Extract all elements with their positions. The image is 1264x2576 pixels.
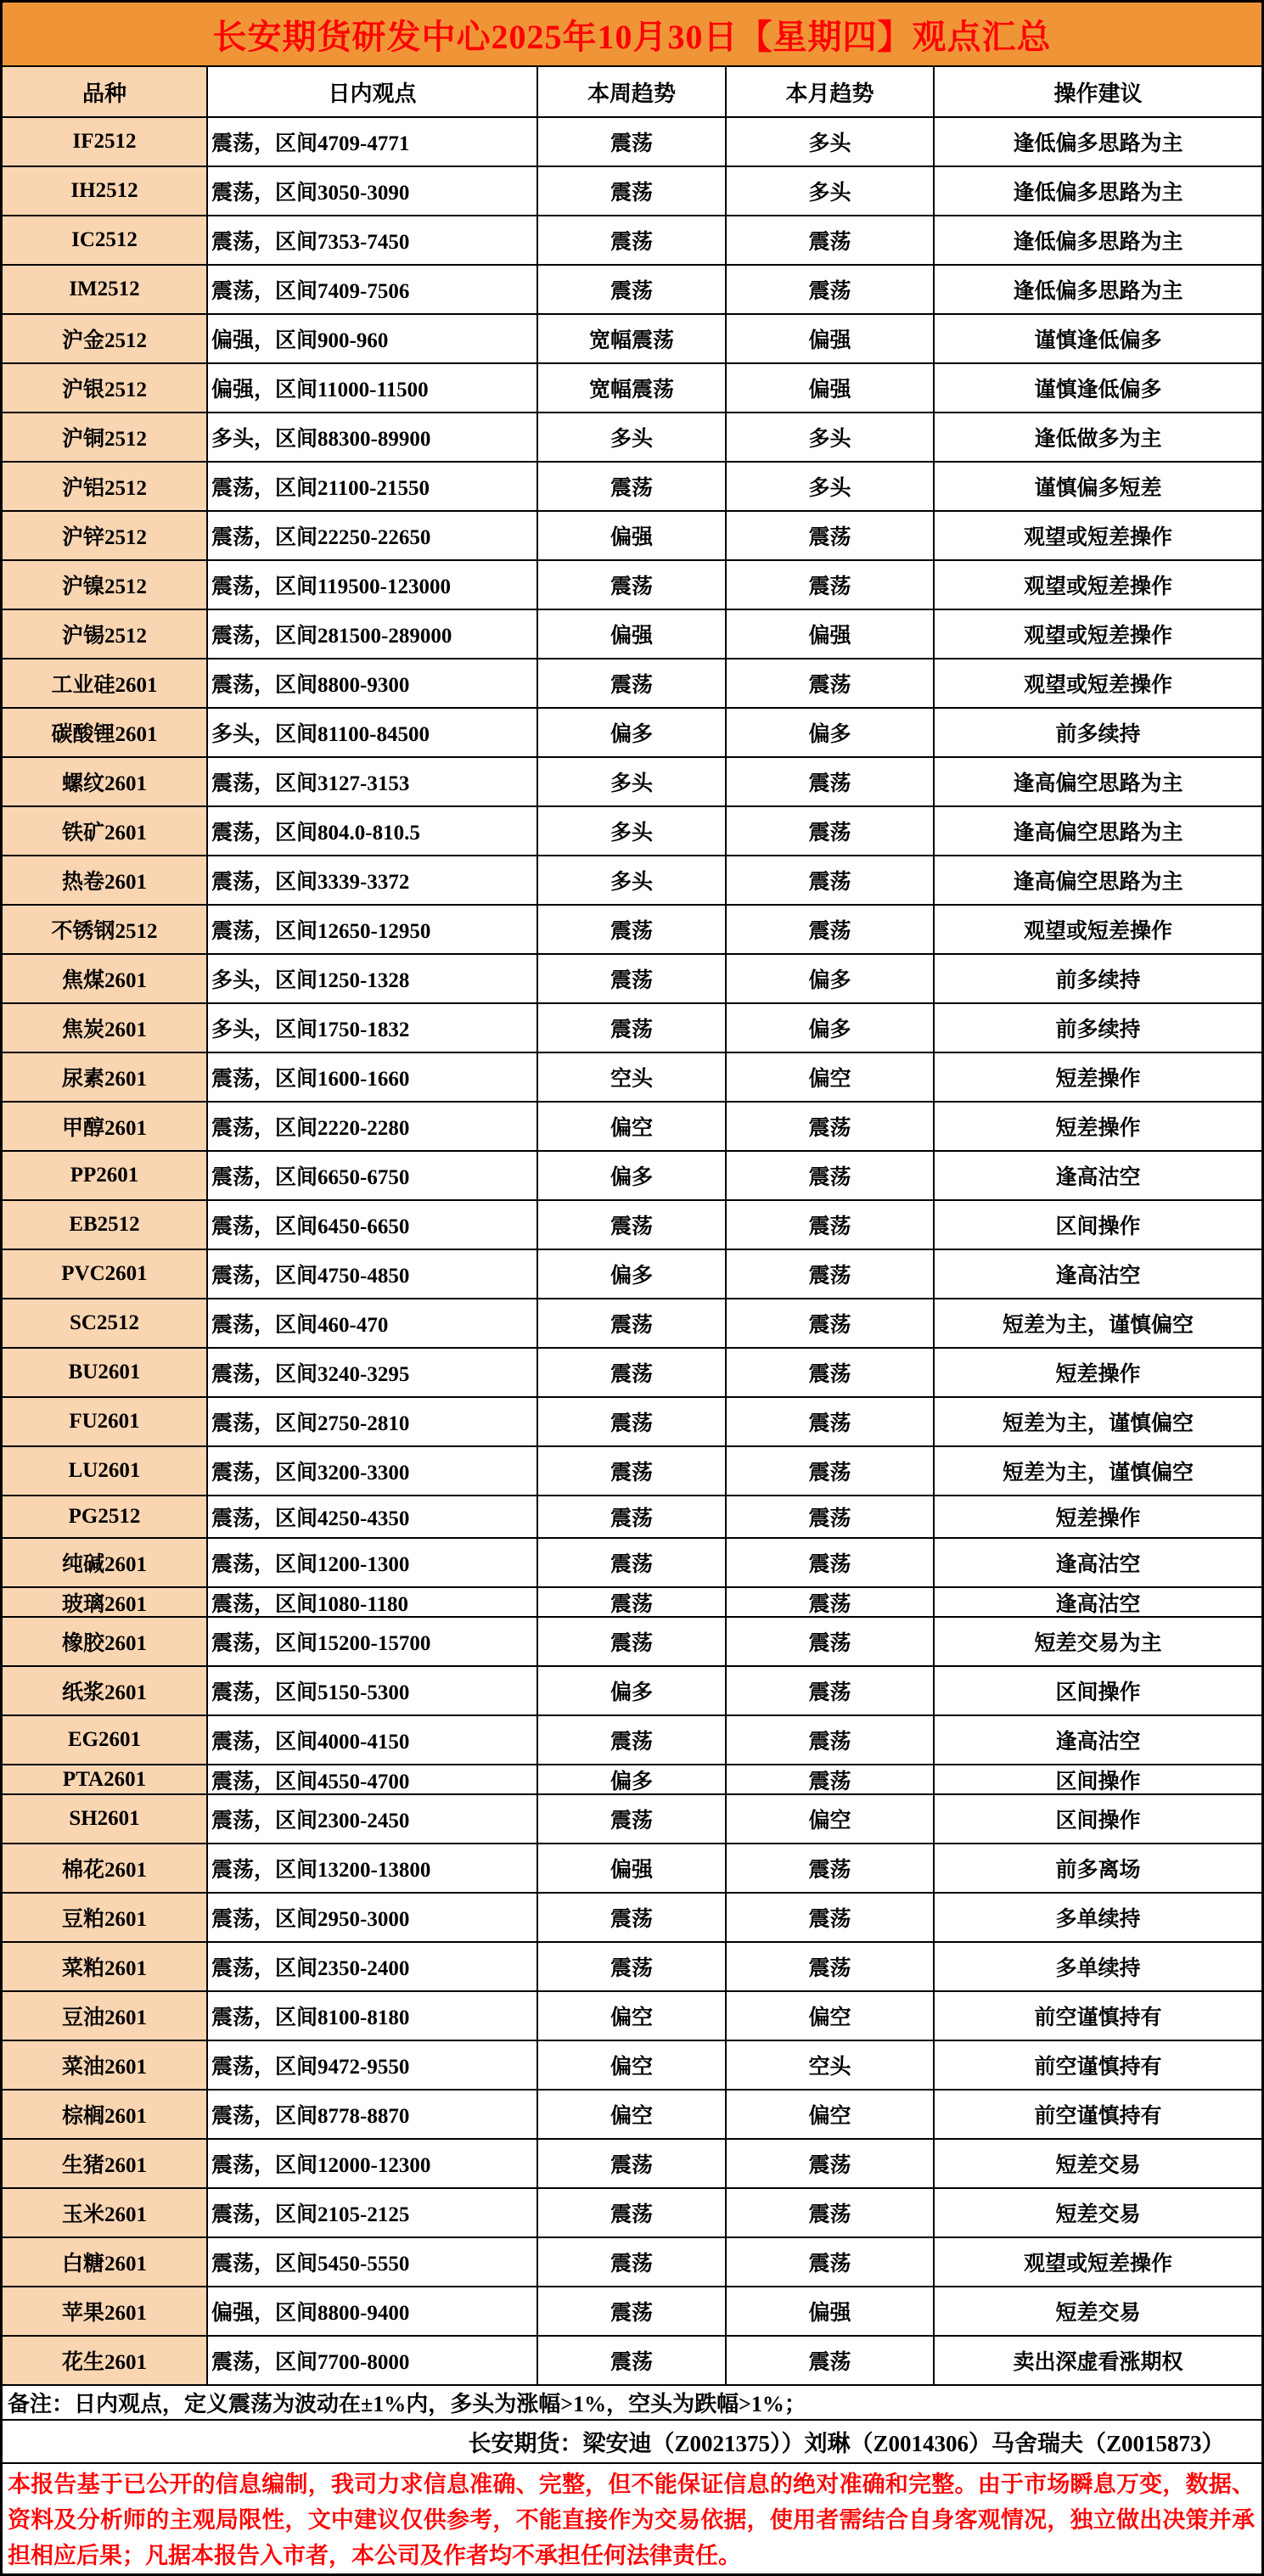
week-trend-cell: 空头 xyxy=(538,1053,727,1103)
variety-cell: 沪镍2512 xyxy=(3,561,208,610)
analysts-signature: 长安期货：梁安迪（Z0021375））刘琳（Z0014306）马舍瑞夫（Z0015873） xyxy=(3,2421,1261,2464)
week-trend-cell: 震荡 xyxy=(538,216,727,266)
month-trend-cell: 震荡 xyxy=(727,216,935,266)
table-row xyxy=(3,955,1261,1004)
advice-cell: 逢低偏多思路为主 xyxy=(935,167,1261,216)
intraday-view-cell: 震荡，区间22250-22650 xyxy=(208,512,538,561)
variety-cell: 甲醇2601 xyxy=(3,1103,208,1152)
intraday-view-cell: 震荡，区间7700-8000 xyxy=(208,2337,538,2386)
intraday-view-cell: 震荡，区间7353-7450 xyxy=(208,216,538,266)
intraday-view-cell: 震荡，区间8778-8870 xyxy=(208,2091,538,2140)
week-trend-cell: 宽幅震荡 xyxy=(538,364,727,413)
advice-cell: 短差操作 xyxy=(935,1349,1261,1398)
table-row xyxy=(3,1795,1261,1844)
advice-cell: 短差交易 xyxy=(935,2140,1261,2189)
advice-cell: 卖出深虚看涨期权 xyxy=(935,2337,1261,2386)
table-row xyxy=(3,1250,1261,1299)
table-row xyxy=(3,266,1261,315)
month-trend-cell: 震荡 xyxy=(727,1299,935,1349)
advice-cell: 短差操作 xyxy=(935,1053,1261,1103)
month-trend-cell: 偏空 xyxy=(727,1053,935,1103)
month-trend-cell: 震荡 xyxy=(727,2189,935,2238)
month-trend-cell: 震荡 xyxy=(727,1496,935,1539)
table-row xyxy=(3,2337,1261,2386)
advice-cell: 逢高沽空 xyxy=(935,1539,1261,1588)
variety-cell: 工业硅2601 xyxy=(3,659,208,709)
table-row xyxy=(3,1398,1261,1447)
variety-cell: 玉米2601 xyxy=(3,2189,208,2238)
week-trend-cell: 震荡 xyxy=(538,2140,727,2189)
advice-cell: 观望或短差操作 xyxy=(935,659,1261,709)
intraday-view-cell: 震荡，区间804.0-810.5 xyxy=(208,807,538,856)
month-trend-cell: 偏强 xyxy=(727,2287,935,2337)
variety-cell: 苹果2601 xyxy=(3,2287,208,2337)
table-row xyxy=(3,512,1261,561)
variety-cell: PVC2601 xyxy=(3,1250,208,1299)
column-header-week-trend: 本周趋势 xyxy=(538,67,727,118)
table-row xyxy=(3,1588,1261,1618)
table-row xyxy=(3,1894,1261,1943)
table-row xyxy=(3,167,1261,216)
column-header-variety: 品种 xyxy=(3,67,208,118)
month-trend-cell: 震荡 xyxy=(727,1765,935,1795)
advice-cell: 前空谨慎持有 xyxy=(935,2091,1261,2140)
table-row xyxy=(3,1716,1261,1765)
variety-cell: 生猪2601 xyxy=(3,2140,208,2189)
table-row xyxy=(3,2287,1261,2337)
advice-cell: 区间操作 xyxy=(935,1765,1261,1795)
intraday-view-cell: 震荡，区间2220-2280 xyxy=(208,1103,538,1152)
variety-cell: 豆油2601 xyxy=(3,1992,208,2041)
week-trend-cell: 震荡 xyxy=(538,1201,727,1250)
intraday-view-cell: 震荡，区间3339-3372 xyxy=(208,856,538,906)
intraday-view-cell: 震荡，区间4750-4850 xyxy=(208,1250,538,1299)
month-trend-cell: 震荡 xyxy=(727,1103,935,1152)
week-trend-cell: 偏多 xyxy=(538,1765,727,1795)
week-trend-cell: 震荡 xyxy=(538,1496,727,1539)
intraday-view-cell: 震荡，区间6450-6650 xyxy=(208,1201,538,1250)
week-trend-cell: 震荡 xyxy=(538,1539,727,1588)
variety-cell: 橡胶2601 xyxy=(3,1618,208,1667)
variety-cell: 沪铜2512 xyxy=(3,413,208,463)
table-row xyxy=(3,413,1261,463)
week-trend-cell: 震荡 xyxy=(538,1795,727,1844)
variety-cell: IC2512 xyxy=(3,216,208,266)
month-trend-cell: 偏多 xyxy=(727,709,935,758)
advice-cell: 多单续持 xyxy=(935,1894,1261,1943)
variety-cell: 花生2601 xyxy=(3,2337,208,2386)
advice-cell: 短差交易 xyxy=(935,2189,1261,2238)
week-trend-cell: 震荡 xyxy=(538,2238,727,2287)
intraday-view-cell: 多头，区间88300-89900 xyxy=(208,413,538,463)
intraday-view-cell: 震荡，区间8100-8180 xyxy=(208,1992,538,2041)
variety-cell: 沪锡2512 xyxy=(3,610,208,659)
variety-cell: IM2512 xyxy=(3,266,208,315)
intraday-view-cell: 震荡，区间1200-1300 xyxy=(208,1539,538,1588)
variety-cell: 菜油2601 xyxy=(3,2041,208,2091)
week-trend-cell: 震荡 xyxy=(538,167,727,216)
intraday-view-cell: 震荡，区间6650-6750 xyxy=(208,1152,538,1201)
table-row xyxy=(3,758,1261,807)
month-trend-cell: 震荡 xyxy=(727,1588,935,1618)
week-trend-cell: 震荡 xyxy=(538,1398,727,1447)
table-row xyxy=(3,315,1261,364)
month-trend-cell: 震荡 xyxy=(727,2337,935,2386)
week-trend-cell: 震荡 xyxy=(538,463,727,512)
intraday-view-cell: 震荡，区间7409-7506 xyxy=(208,266,538,315)
intraday-view-cell: 震荡，区间460-470 xyxy=(208,1299,538,1349)
variety-cell: 焦炭2601 xyxy=(3,1004,208,1053)
variety-cell: 棉花2601 xyxy=(3,1844,208,1894)
week-trend-cell: 偏空 xyxy=(538,1103,727,1152)
week-trend-cell: 震荡 xyxy=(538,955,727,1004)
intraday-view-cell: 震荡，区间3240-3295 xyxy=(208,1349,538,1398)
month-trend-cell: 震荡 xyxy=(727,807,935,856)
advice-cell: 逢低偏多思路为主 xyxy=(935,266,1261,315)
note-row: 备注：日内观点，定义震荡为波动在±1%内，多头为涨幅>1%，空头为跌幅>1%； xyxy=(3,2386,1261,2421)
advice-cell: 前多续持 xyxy=(935,709,1261,758)
column-header-advice: 操作建议 xyxy=(935,67,1261,118)
table-row xyxy=(3,906,1261,955)
variety-cell: 螺纹2601 xyxy=(3,758,208,807)
table-row xyxy=(3,2041,1261,2091)
advice-cell: 观望或短差操作 xyxy=(935,906,1261,955)
intraday-view-cell: 震荡，区间12650-12950 xyxy=(208,906,538,955)
month-trend-cell: 震荡 xyxy=(727,758,935,807)
month-trend-cell: 震荡 xyxy=(727,1716,935,1765)
month-trend-cell: 偏强 xyxy=(727,315,935,364)
table-row xyxy=(3,2140,1261,2189)
variety-cell: LU2601 xyxy=(3,1447,208,1496)
table-row xyxy=(3,1201,1261,1250)
intraday-view-cell: 震荡，区间4000-4150 xyxy=(208,1716,538,1765)
advice-cell: 短差交易 xyxy=(935,2287,1261,2337)
week-trend-cell: 偏强 xyxy=(538,512,727,561)
advice-cell: 短差为主，谨慎偏空 xyxy=(935,1299,1261,1349)
intraday-view-cell: 震荡，区间281500-289000 xyxy=(208,610,538,659)
week-trend-cell: 偏多 xyxy=(538,1152,727,1201)
month-trend-cell: 多头 xyxy=(727,413,935,463)
intraday-view-cell: 震荡，区间4709-4771 xyxy=(208,118,538,167)
month-trend-cell: 震荡 xyxy=(727,561,935,610)
table-row xyxy=(3,1765,1261,1795)
week-trend-cell: 震荡 xyxy=(538,1447,727,1496)
intraday-view-cell: 震荡，区间13200-13800 xyxy=(208,1844,538,1894)
week-trend-cell: 震荡 xyxy=(538,561,727,610)
table-row xyxy=(3,118,1261,167)
advice-cell: 区间操作 xyxy=(935,1795,1261,1844)
intraday-view-cell: 震荡，区间1080-1180 xyxy=(208,1588,538,1618)
week-trend-cell: 偏多 xyxy=(538,1250,727,1299)
month-trend-cell: 震荡 xyxy=(727,1447,935,1496)
advice-cell: 逢高偏空思路为主 xyxy=(935,856,1261,906)
variety-cell: PP2601 xyxy=(3,1152,208,1201)
advice-cell: 短差为主，谨慎偏空 xyxy=(935,1398,1261,1447)
month-trend-cell: 震荡 xyxy=(727,1201,935,1250)
advice-cell: 区间操作 xyxy=(935,1667,1261,1716)
advice-cell: 逢高沽空 xyxy=(935,1588,1261,1618)
table-row xyxy=(3,807,1261,856)
table-row xyxy=(3,856,1261,906)
advice-cell: 逢高沽空 xyxy=(935,1250,1261,1299)
table-row xyxy=(3,659,1261,709)
variety-cell: SH2601 xyxy=(3,1795,208,1844)
month-trend-cell: 震荡 xyxy=(727,512,935,561)
table-row xyxy=(3,561,1261,610)
month-trend-cell: 震荡 xyxy=(727,266,935,315)
week-trend-cell: 震荡 xyxy=(538,2337,727,2386)
intraday-view-cell: 多头，区间1750-1832 xyxy=(208,1004,538,1053)
variety-cell: EB2512 xyxy=(3,1201,208,1250)
variety-cell: SC2512 xyxy=(3,1299,208,1349)
intraday-view-cell: 震荡，区间12000-12300 xyxy=(208,2140,538,2189)
month-trend-cell: 偏多 xyxy=(727,955,935,1004)
month-trend-cell: 偏强 xyxy=(727,364,935,413)
table-row xyxy=(3,1053,1261,1103)
intraday-view-cell: 震荡，区间2350-2400 xyxy=(208,1943,538,1992)
month-trend-cell: 震荡 xyxy=(727,1667,935,1716)
advice-cell: 短差操作 xyxy=(935,1496,1261,1539)
month-trend-cell: 多头 xyxy=(727,463,935,512)
week-trend-cell: 偏空 xyxy=(538,1992,727,2041)
table-row xyxy=(3,216,1261,266)
variety-cell: BU2601 xyxy=(3,1349,208,1398)
month-trend-cell: 多头 xyxy=(727,167,935,216)
advice-cell: 短差为主，谨慎偏空 xyxy=(935,1447,1261,1496)
week-trend-cell: 偏多 xyxy=(538,709,727,758)
month-trend-cell: 震荡 xyxy=(727,1943,935,1992)
column-header-intraday-view: 日内观点 xyxy=(208,67,538,118)
week-trend-cell: 偏强 xyxy=(538,1844,727,1894)
table-row xyxy=(3,2091,1261,2140)
variety-cell: 沪铝2512 xyxy=(3,463,208,512)
advice-cell: 前空谨慎持有 xyxy=(935,2041,1261,2091)
table-row xyxy=(3,1004,1261,1053)
month-trend-cell: 震荡 xyxy=(727,1539,935,1588)
variety-cell: EG2601 xyxy=(3,1716,208,1765)
variety-cell: 铁矿2601 xyxy=(3,807,208,856)
table-row xyxy=(3,709,1261,758)
variety-cell: FU2601 xyxy=(3,1398,208,1447)
advice-cell: 短差操作 xyxy=(935,1103,1261,1152)
intraday-view-cell: 多头，区间1250-1328 xyxy=(208,955,538,1004)
advice-cell: 前多续持 xyxy=(935,1004,1261,1053)
variety-cell: 不锈钢2512 xyxy=(3,906,208,955)
advice-cell: 逢高偏空思路为主 xyxy=(935,807,1261,856)
advice-cell: 观望或短差操作 xyxy=(935,610,1261,659)
intraday-view-cell: 震荡，区间2750-2810 xyxy=(208,1398,538,1447)
intraday-view-cell: 多头，区间81100-84500 xyxy=(208,709,538,758)
variety-cell: 尿素2601 xyxy=(3,1053,208,1103)
month-trend-cell: 偏多 xyxy=(727,1004,935,1053)
week-trend-cell: 震荡 xyxy=(538,1943,727,1992)
table-row xyxy=(3,1943,1261,1992)
table-row xyxy=(3,364,1261,413)
week-trend-cell: 震荡 xyxy=(538,1349,727,1398)
month-trend-cell: 偏强 xyxy=(727,610,935,659)
table-row xyxy=(3,610,1261,659)
table-row xyxy=(3,2189,1261,2238)
week-trend-cell: 震荡 xyxy=(538,1004,727,1053)
week-trend-cell: 多头 xyxy=(538,758,727,807)
month-trend-cell: 偏空 xyxy=(727,1992,935,2041)
intraday-view-cell: 震荡，区间8800-9300 xyxy=(208,659,538,709)
week-trend-cell: 震荡 xyxy=(538,659,727,709)
variety-cell: 沪锌2512 xyxy=(3,512,208,561)
week-trend-cell: 震荡 xyxy=(538,906,727,955)
week-trend-cell: 震荡 xyxy=(538,266,727,315)
advice-cell: 区间操作 xyxy=(935,1201,1261,1250)
table-row xyxy=(3,1539,1261,1588)
advice-cell: 逢高偏空思路为主 xyxy=(935,758,1261,807)
variety-cell: 棕榈2601 xyxy=(3,2091,208,2140)
column-header-month-trend: 本月趋势 xyxy=(727,67,935,118)
variety-cell: 菜粕2601 xyxy=(3,1943,208,1992)
table-row xyxy=(3,1447,1261,1496)
intraday-view-cell: 震荡，区间2300-2450 xyxy=(208,1795,538,1844)
variety-cell: 碳酸锂2601 xyxy=(3,709,208,758)
variety-cell: PTA2601 xyxy=(3,1765,208,1795)
month-trend-cell: 震荡 xyxy=(727,1844,935,1894)
month-trend-cell: 震荡 xyxy=(727,659,935,709)
table-header-row xyxy=(3,67,1261,118)
intraday-view-cell: 偏强，区间900-960 xyxy=(208,315,538,364)
table-row xyxy=(3,1349,1261,1398)
month-trend-cell: 震荡 xyxy=(727,1894,935,1943)
advice-cell: 逢低做多为主 xyxy=(935,413,1261,463)
advice-cell: 多单续持 xyxy=(935,1943,1261,1992)
week-trend-cell: 偏多 xyxy=(538,1667,727,1716)
variety-cell: 热卷2601 xyxy=(3,856,208,906)
month-trend-cell: 震荡 xyxy=(727,2238,935,2287)
month-trend-cell: 震荡 xyxy=(727,1398,935,1447)
intraday-view-cell: 震荡，区间5150-5300 xyxy=(208,1667,538,1716)
week-trend-cell: 多头 xyxy=(538,807,727,856)
report-title: 长安期货研发中心2025年10月30日【星期四】观点汇总 xyxy=(3,3,1261,67)
variety-cell: 玻璃2601 xyxy=(3,1588,208,1618)
variety-cell: 焦煤2601 xyxy=(3,955,208,1004)
variety-cell: IF2512 xyxy=(3,118,208,167)
advice-cell: 观望或短差操作 xyxy=(935,512,1261,561)
advice-cell: 前多续持 xyxy=(935,955,1261,1004)
table-row xyxy=(3,1152,1261,1201)
advice-cell: 逢高沽空 xyxy=(935,1716,1261,1765)
advice-cell: 逢低偏多思路为主 xyxy=(935,216,1261,266)
month-trend-cell: 偏空 xyxy=(727,2091,935,2140)
table-row xyxy=(3,1103,1261,1152)
month-trend-cell: 震荡 xyxy=(727,906,935,955)
week-trend-cell: 多头 xyxy=(538,413,727,463)
week-trend-cell: 震荡 xyxy=(538,2287,727,2337)
intraday-view-cell: 震荡，区间119500-123000 xyxy=(208,561,538,610)
week-trend-cell: 震荡 xyxy=(538,118,727,167)
month-trend-cell: 震荡 xyxy=(727,1250,935,1299)
week-trend-cell: 偏强 xyxy=(538,610,727,659)
table-row xyxy=(3,2238,1261,2287)
week-trend-cell: 偏空 xyxy=(538,2041,727,2091)
advice-cell: 观望或短差操作 xyxy=(935,561,1261,610)
week-trend-cell: 震荡 xyxy=(538,1618,727,1667)
table-row xyxy=(3,463,1261,512)
variety-cell: 纯碱2601 xyxy=(3,1539,208,1588)
intraday-view-cell: 震荡，区间1600-1660 xyxy=(208,1053,538,1103)
intraday-view-cell: 震荡，区间3050-3090 xyxy=(208,167,538,216)
variety-cell: 白糖2601 xyxy=(3,2238,208,2287)
variety-cell: 豆粕2601 xyxy=(3,1894,208,1943)
table-row xyxy=(3,1992,1261,2041)
advice-cell: 逢高沽空 xyxy=(935,1152,1261,1201)
month-trend-cell: 偏空 xyxy=(727,1795,935,1844)
month-trend-cell: 多头 xyxy=(727,118,935,167)
week-trend-cell: 震荡 xyxy=(538,1588,727,1618)
intraday-view-cell: 偏强，区间8800-9400 xyxy=(208,2287,538,2337)
table-row xyxy=(3,1844,1261,1894)
intraday-view-cell: 震荡，区间3200-3300 xyxy=(208,1447,538,1496)
intraday-view-cell: 震荡，区间4550-4700 xyxy=(208,1765,538,1795)
month-trend-cell: 震荡 xyxy=(727,856,935,906)
intraday-view-cell: 震荡，区间5450-5550 xyxy=(208,2238,538,2287)
week-trend-cell: 震荡 xyxy=(538,2189,727,2238)
variety-cell: 沪金2512 xyxy=(3,315,208,364)
week-trend-cell: 宽幅震荡 xyxy=(538,315,727,364)
table-row xyxy=(3,1299,1261,1349)
month-trend-cell: 空头 xyxy=(727,2041,935,2091)
week-trend-cell: 多头 xyxy=(538,856,727,906)
table-row xyxy=(3,1667,1261,1716)
variety-cell: PG2512 xyxy=(3,1496,208,1539)
advice-cell: 谨慎逢低偏多 xyxy=(935,315,1261,364)
variety-cell: 沪银2512 xyxy=(3,364,208,413)
intraday-view-cell: 震荡，区间21100-21550 xyxy=(208,463,538,512)
intraday-view-cell: 震荡，区间15200-15700 xyxy=(208,1618,538,1667)
disclaimer-text: 本报告基于已公开的信息编制，我司力求信息准确、完整，但不能保证信息的绝对准确和完整。由于市场瞬息万变，数据、资料及分析师的主观局限性，文中建议仅供参考，不能直接作为交易依据，使用者需结合自身客观情况，独立做出决策并承担相应后果；凡据本报告入市者，本公司及作者均不承担任何法律责任。 xyxy=(8,2472,1255,2568)
week-trend-cell: 震荡 xyxy=(538,1299,727,1349)
advice-cell: 短差交易为主 xyxy=(935,1618,1261,1667)
variety-cell: 纸浆2601 xyxy=(3,1667,208,1716)
variety-cell: IH2512 xyxy=(3,167,208,216)
table-row xyxy=(3,1496,1261,1539)
intraday-view-cell: 震荡，区间3127-3153 xyxy=(208,758,538,807)
intraday-view-cell: 震荡，区间2950-3000 xyxy=(208,1894,538,1943)
month-trend-cell: 震荡 xyxy=(727,1152,935,1201)
advice-cell: 谨慎逢低偏多 xyxy=(935,364,1261,413)
intraday-view-cell: 震荡，区间4250-4350 xyxy=(208,1496,538,1539)
month-trend-cell: 震荡 xyxy=(727,1349,935,1398)
table-row xyxy=(3,1618,1261,1667)
intraday-view-cell: 震荡，区间2105-2125 xyxy=(208,2189,538,2238)
month-trend-cell: 震荡 xyxy=(727,1618,935,1667)
advice-cell: 前多离场 xyxy=(935,1844,1261,1894)
intraday-view-cell: 震荡，区间9472-9550 xyxy=(208,2041,538,2091)
advice-cell: 前空谨慎持有 xyxy=(935,1992,1261,2041)
week-trend-cell: 偏空 xyxy=(538,2091,727,2140)
intraday-view-cell: 偏强，区间11000-11500 xyxy=(208,364,538,413)
advice-cell: 谨慎偏多短差 xyxy=(935,463,1261,512)
advice-cell: 逢低偏多思路为主 xyxy=(935,118,1261,167)
week-trend-cell: 震荡 xyxy=(538,1716,727,1765)
month-trend-cell: 震荡 xyxy=(727,2140,935,2189)
week-trend-cell: 震荡 xyxy=(538,1894,727,1943)
advice-cell: 观望或短差操作 xyxy=(935,2238,1261,2287)
